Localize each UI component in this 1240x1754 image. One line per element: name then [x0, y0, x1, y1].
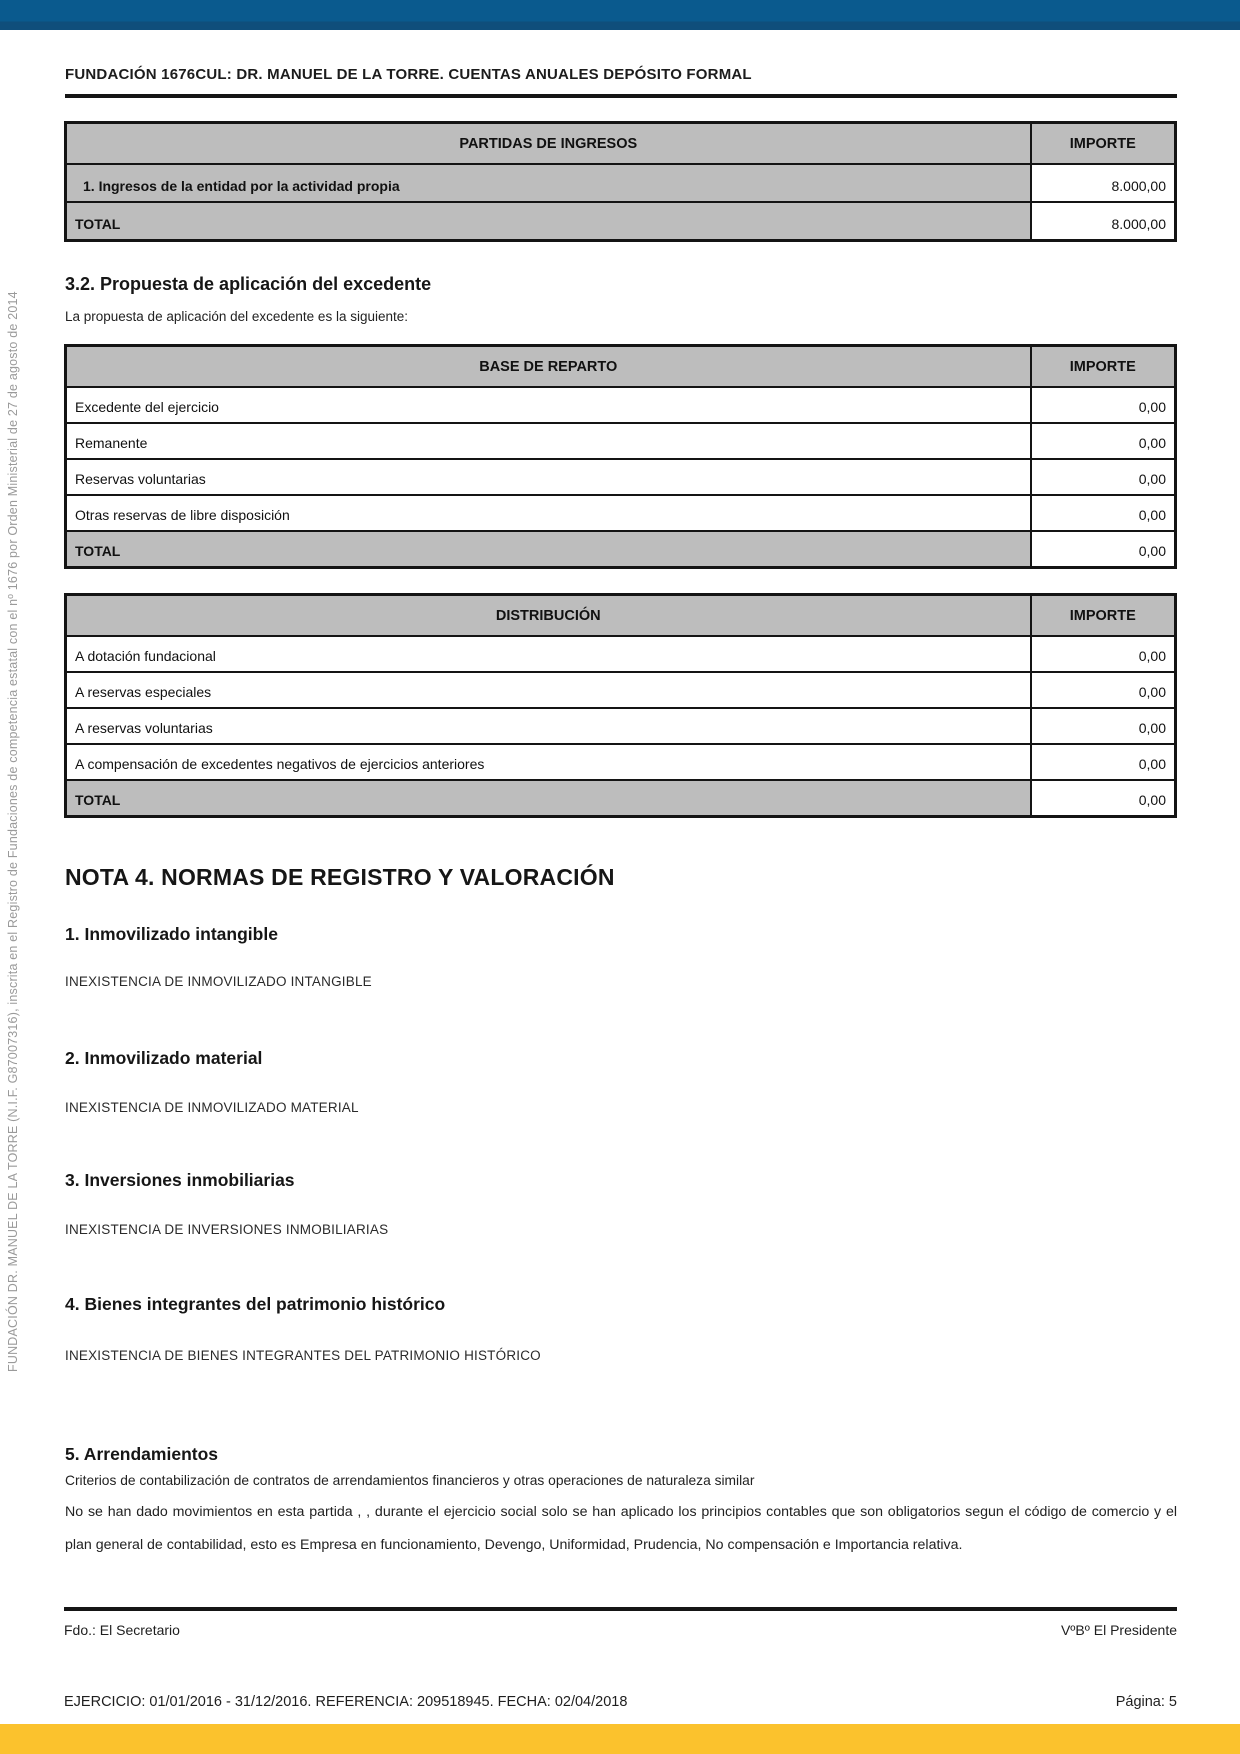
subsection-2-heading: 2. Inmovilizado material: [65, 1048, 263, 1068]
row-value: 0,00: [1031, 459, 1176, 495]
total-value: 0,00: [1031, 780, 1176, 816]
table-row: [66, 459, 1176, 495]
table-row: [66, 495, 1176, 531]
row-label: Excedente del ejercicio: [66, 387, 1031, 423]
exercise-reference-text: EJERCICIO: 01/01/2016 - 31/12/2016. REFERENCIA: 209518945. FECHA: 02/04/2018: [64, 1694, 628, 1710]
bottom-yellow-bar: [0, 1724, 1240, 1754]
subsection-4-body: INEXISTENCIA DE BIENES INTEGRANTES DEL PATRIMONIO HISTÓRICO: [65, 1348, 541, 1363]
total-value: 0,00: [1031, 531, 1176, 567]
top-blue-bar: [0, 0, 1240, 30]
table-total-row: [66, 780, 1176, 816]
column-header-partidas: PARTIDAS DE INGRESOS: [66, 123, 1031, 165]
table-row: [66, 672, 1176, 708]
row-label: Reservas voluntarias: [66, 459, 1031, 495]
row-label: Otras reservas de libre disposición: [66, 495, 1031, 531]
column-header-distribucion: DISTRIBUCIÓN: [66, 595, 1031, 637]
header-divider: [65, 94, 1177, 98]
table-total-row: [66, 531, 1176, 567]
section-3-2-intro: La propuesta de aplicación del excedente es la siguiente:: [65, 309, 408, 324]
column-header-importe: IMPORTE: [1031, 346, 1176, 388]
table-total-row: [66, 202, 1176, 240]
column-header-importe: IMPORTE: [1031, 595, 1176, 637]
footer-divider: [64, 1607, 1177, 1611]
subsection-5-intro: Criterios de contabilización de contratos de arrendamientos financieros y otras operaciones de naturaleza similar: [65, 1473, 755, 1488]
total-label: TOTAL: [66, 780, 1031, 816]
row-value: 8.000,00: [1031, 164, 1176, 202]
table-row: [66, 708, 1176, 744]
total-label: TOTAL: [66, 202, 1031, 240]
row-label: 1. Ingresos de la entidad por la actividad propia: [66, 164, 1031, 202]
secretary-signature-label: Fdo.: El Secretario: [64, 1622, 180, 1638]
column-header-importe: IMPORTE: [1031, 123, 1176, 165]
section-3-2-heading: 3.2. Propuesta de aplicación del excedente: [65, 274, 432, 294]
subsection-2-body: INEXISTENCIA DE INMOVILIZADO MATERIAL: [65, 1100, 359, 1115]
subsection-4-heading: 4. Bienes integrantes del patrimonio histórico: [65, 1294, 446, 1314]
nota-4-heading: NOTA 4. NORMAS DE REGISTRO Y VALORACIÓN: [65, 864, 615, 890]
president-signature-label: VºBº El Presidente: [1060, 1622, 1177, 1638]
table-row: [66, 744, 1176, 780]
row-value: 0,00: [1031, 636, 1176, 672]
row-label: Remanente: [66, 423, 1031, 459]
table-header-row: [66, 123, 1176, 165]
total-label: TOTAL: [66, 531, 1031, 567]
row-value: 0,00: [1031, 387, 1176, 423]
subsection-1-body: INEXISTENCIA DE INMOVILIZADO INTANGIBLE: [65, 974, 372, 989]
table-row: [66, 636, 1176, 672]
row-value: 0,00: [1031, 744, 1176, 780]
page-number: Página: 5: [1115, 1694, 1177, 1710]
row-label: A compensación de excedentes negativos de ejercicios anteriores: [66, 744, 1031, 780]
column-header-base: BASE DE REPARTO: [66, 346, 1031, 388]
page-title: FUNDACIÓN 1676CUL: DR. MANUEL DE LA TORRE. CUENTAS ANUALES DEPÓSITO FORMAL: [65, 66, 752, 83]
row-label: A reservas voluntarias: [66, 708, 1031, 744]
table-row: [66, 164, 1176, 202]
subsection-5-heading: 5. Arrendamientos: [65, 1444, 219, 1464]
subsection-5-paragraph: No se han dado movimientos en esta partida , , durante el ejercicio social solo se han aplicado los principios contables que son obligatorios segun el código de comercio y el plan general de contabilidad, esto es Empresa en funcionamiento, Devengo, Uniformidad, Prudencia, No compensación e Importancia relativa.: [65, 1504, 1177, 1553]
total-value: 8.000,00: [1031, 202, 1176, 240]
footer-info-row: [64, 1694, 1177, 1710]
row-label: A dotación fundacional: [66, 636, 1031, 672]
side-registry-note: FUNDACIÓN DR. MANUEL DE LA TORRE (N.I.F. G87007316), inscrita en el Registro de Fundaciones de competencia estatal con el nº 1676 por Orden Ministerial de 27 de agosto de 2014: [6, 291, 20, 1372]
table-partidas-ingresos: [64, 121, 1177, 242]
table-header-row: [66, 595, 1176, 637]
table-row: [66, 387, 1176, 423]
table-base-de-reparto: [64, 344, 1177, 569]
row-value: 0,00: [1031, 423, 1176, 459]
table-distribucion: [64, 593, 1177, 818]
row-value: 0,00: [1031, 672, 1176, 708]
table-header-row: [66, 346, 1176, 388]
row-label: A reservas especiales: [66, 672, 1031, 708]
signature-row: [64, 1622, 1177, 1638]
table-row: [66, 423, 1176, 459]
subsection-1-heading: 1. Inmovilizado intangible: [65, 924, 278, 944]
subsection-3-heading: 3. Inversiones inmobiliarias: [65, 1170, 295, 1190]
subsection-3-body: INEXISTENCIA DE INVERSIONES INMOBILIARIAS: [65, 1222, 389, 1237]
row-value: 0,00: [1031, 708, 1176, 744]
row-value: 0,00: [1031, 495, 1176, 531]
